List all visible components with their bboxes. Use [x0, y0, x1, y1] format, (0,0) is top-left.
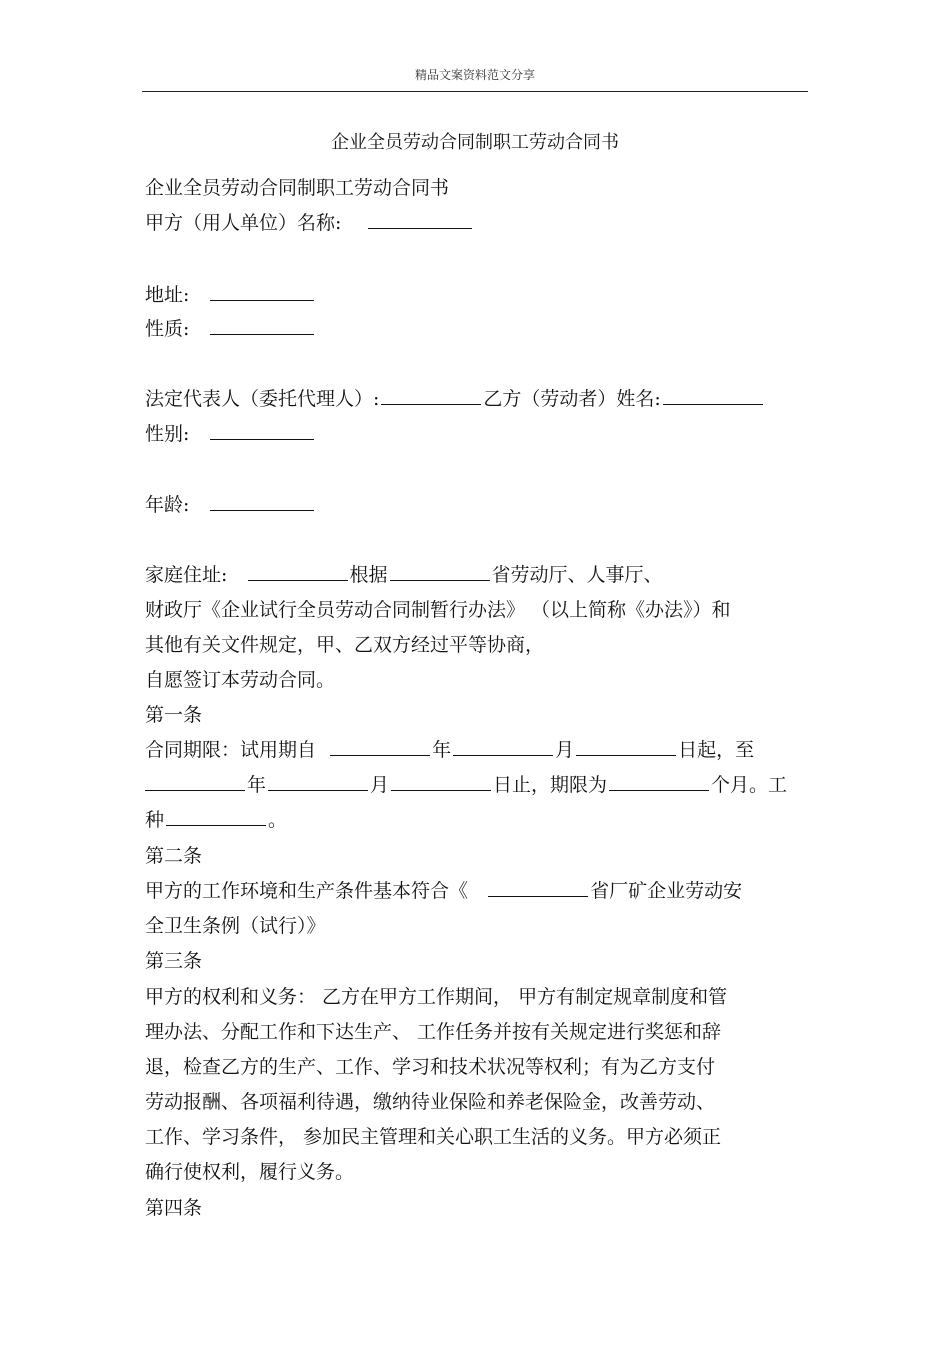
start-day-blank[interactable]: [576, 737, 676, 756]
body-line: [145, 597, 731, 623]
body-line: [145, 1124, 721, 1150]
body-text: 财政厅《企业试行全员劳动合同制暂行办法》 （以上简称《办法》）和: [145, 599, 731, 621]
province-blank[interactable]: [390, 562, 490, 581]
month-label: 月: [555, 739, 575, 761]
body-line: [145, 1019, 721, 1045]
gender-blank[interactable]: [210, 421, 314, 440]
months-label: 个月。工: [711, 774, 788, 796]
representative-line: [145, 386, 765, 412]
body-text: 劳动报酬、各项福利待遇，缴纳待业保险和养老保险金，改善劳动、: [145, 1091, 716, 1113]
regulation-text: 省厂矿企业劳动安: [590, 880, 743, 902]
body-text: 其他有关文件规定，甲、乙双方经过平等协商，: [145, 634, 545, 656]
body-text: 工作、学习条件， 参加民主管理和关心职工生活的义务。甲方必须正: [145, 1126, 722, 1148]
day-until-label: 日止，期限为: [493, 774, 608, 796]
body-text: 理办法、分配工作和下达生产、 工作任务并按有关规定进行奖惩和辞: [145, 1021, 722, 1043]
basis-label: 根据: [349, 564, 388, 586]
party-a-name-line: [145, 210, 474, 236]
body-text: 自愿签订本劳动合同。: [145, 669, 336, 691]
contract-term-line: [145, 737, 754, 763]
start-year-blank[interactable]: [330, 737, 430, 756]
body-line: [145, 1054, 715, 1080]
article-2-heading: [145, 843, 202, 869]
body-line: [145, 984, 727, 1010]
work-environment-text: 甲方的工作环境和生产条件基本符合《: [145, 880, 469, 902]
job-type-blank[interactable]: [166, 807, 266, 826]
day-from-label: 日起，至: [678, 739, 755, 761]
contract-term-label: 合同期限：试用期自: [145, 739, 317, 761]
body-line: [145, 913, 326, 939]
heading-text: 第四条: [145, 1197, 203, 1219]
nature-blank[interactable]: [210, 316, 314, 335]
article-3-heading: [145, 948, 202, 974]
heading-text: 第一条: [145, 704, 203, 726]
job-type-line: [145, 807, 287, 833]
party-b-name-label: 乙方（劳动者）姓名:: [483, 388, 661, 410]
body-line: [145, 1089, 715, 1115]
nature-label: 性质:: [145, 318, 190, 340]
job-type-label: 种: [145, 809, 165, 831]
header-divider: [142, 91, 808, 92]
address-label: 地址:: [145, 284, 190, 306]
document-title: 企业全员劳动合同制职工劳动合同书: [331, 132, 619, 153]
age-blank[interactable]: [210, 492, 314, 511]
page-header: 精品文案资料范文分享: [414, 68, 535, 82]
period-mark: 。: [268, 809, 288, 831]
subtitle-text: 企业全员劳动合同制职工劳动合同书: [145, 177, 450, 199]
body-line: [145, 667, 335, 693]
home-address-label: 家庭住址:: [145, 564, 228, 586]
home-address-blank[interactable]: [248, 562, 348, 581]
party-a-name-blank[interactable]: [368, 210, 472, 229]
end-day-blank[interactable]: [391, 772, 491, 791]
representative-blank[interactable]: [381, 386, 481, 405]
body-text: 确行使权利，履行义务。: [145, 1161, 355, 1183]
body-line: [145, 632, 544, 658]
month-label: 月: [370, 774, 390, 796]
representative-label: 法定代表人（委托代理人）:: [145, 388, 380, 410]
party-b-name-blank[interactable]: [663, 386, 763, 405]
address-blank[interactable]: [210, 282, 314, 301]
address-line: [145, 282, 316, 308]
body-text: 全卫生条例（试行）》: [145, 915, 326, 937]
year-label: 年: [432, 739, 452, 761]
age-label: 年龄:: [145, 494, 190, 516]
age-line: [145, 492, 316, 518]
year-label: 年: [247, 774, 267, 796]
party-a-name-label: 甲方（用人单位）名称:: [145, 212, 342, 234]
province-departments-text: 省劳动厅、人事厅、: [491, 564, 663, 586]
heading-text: 第二条: [145, 845, 203, 867]
nature-line: [145, 316, 316, 342]
article-1-heading: [145, 702, 202, 728]
heading-text: 第三条: [145, 950, 203, 972]
subtitle-line: [145, 175, 449, 201]
body-text: 退，检查乙方的生产、工作、学习和技术状况等权利；有为乙方支付: [145, 1056, 716, 1078]
article-4-heading: [145, 1195, 202, 1221]
home-address-line: [145, 562, 663, 588]
work-environment-line: [145, 878, 742, 904]
body-text: 甲方的权利和义务： 乙方在甲方工作期间， 甲方有制定规章制度和管: [145, 986, 728, 1008]
end-year-blank[interactable]: [145, 772, 245, 791]
end-month-blank[interactable]: [268, 772, 368, 791]
gender-label: 性别:: [145, 423, 190, 445]
gender-line: [145, 421, 316, 447]
regulation-province-blank[interactable]: [488, 878, 588, 897]
term-months-blank[interactable]: [609, 772, 709, 791]
start-month-blank[interactable]: [453, 737, 553, 756]
contract-term-end-line: [145, 772, 787, 798]
body-line: [145, 1159, 354, 1185]
